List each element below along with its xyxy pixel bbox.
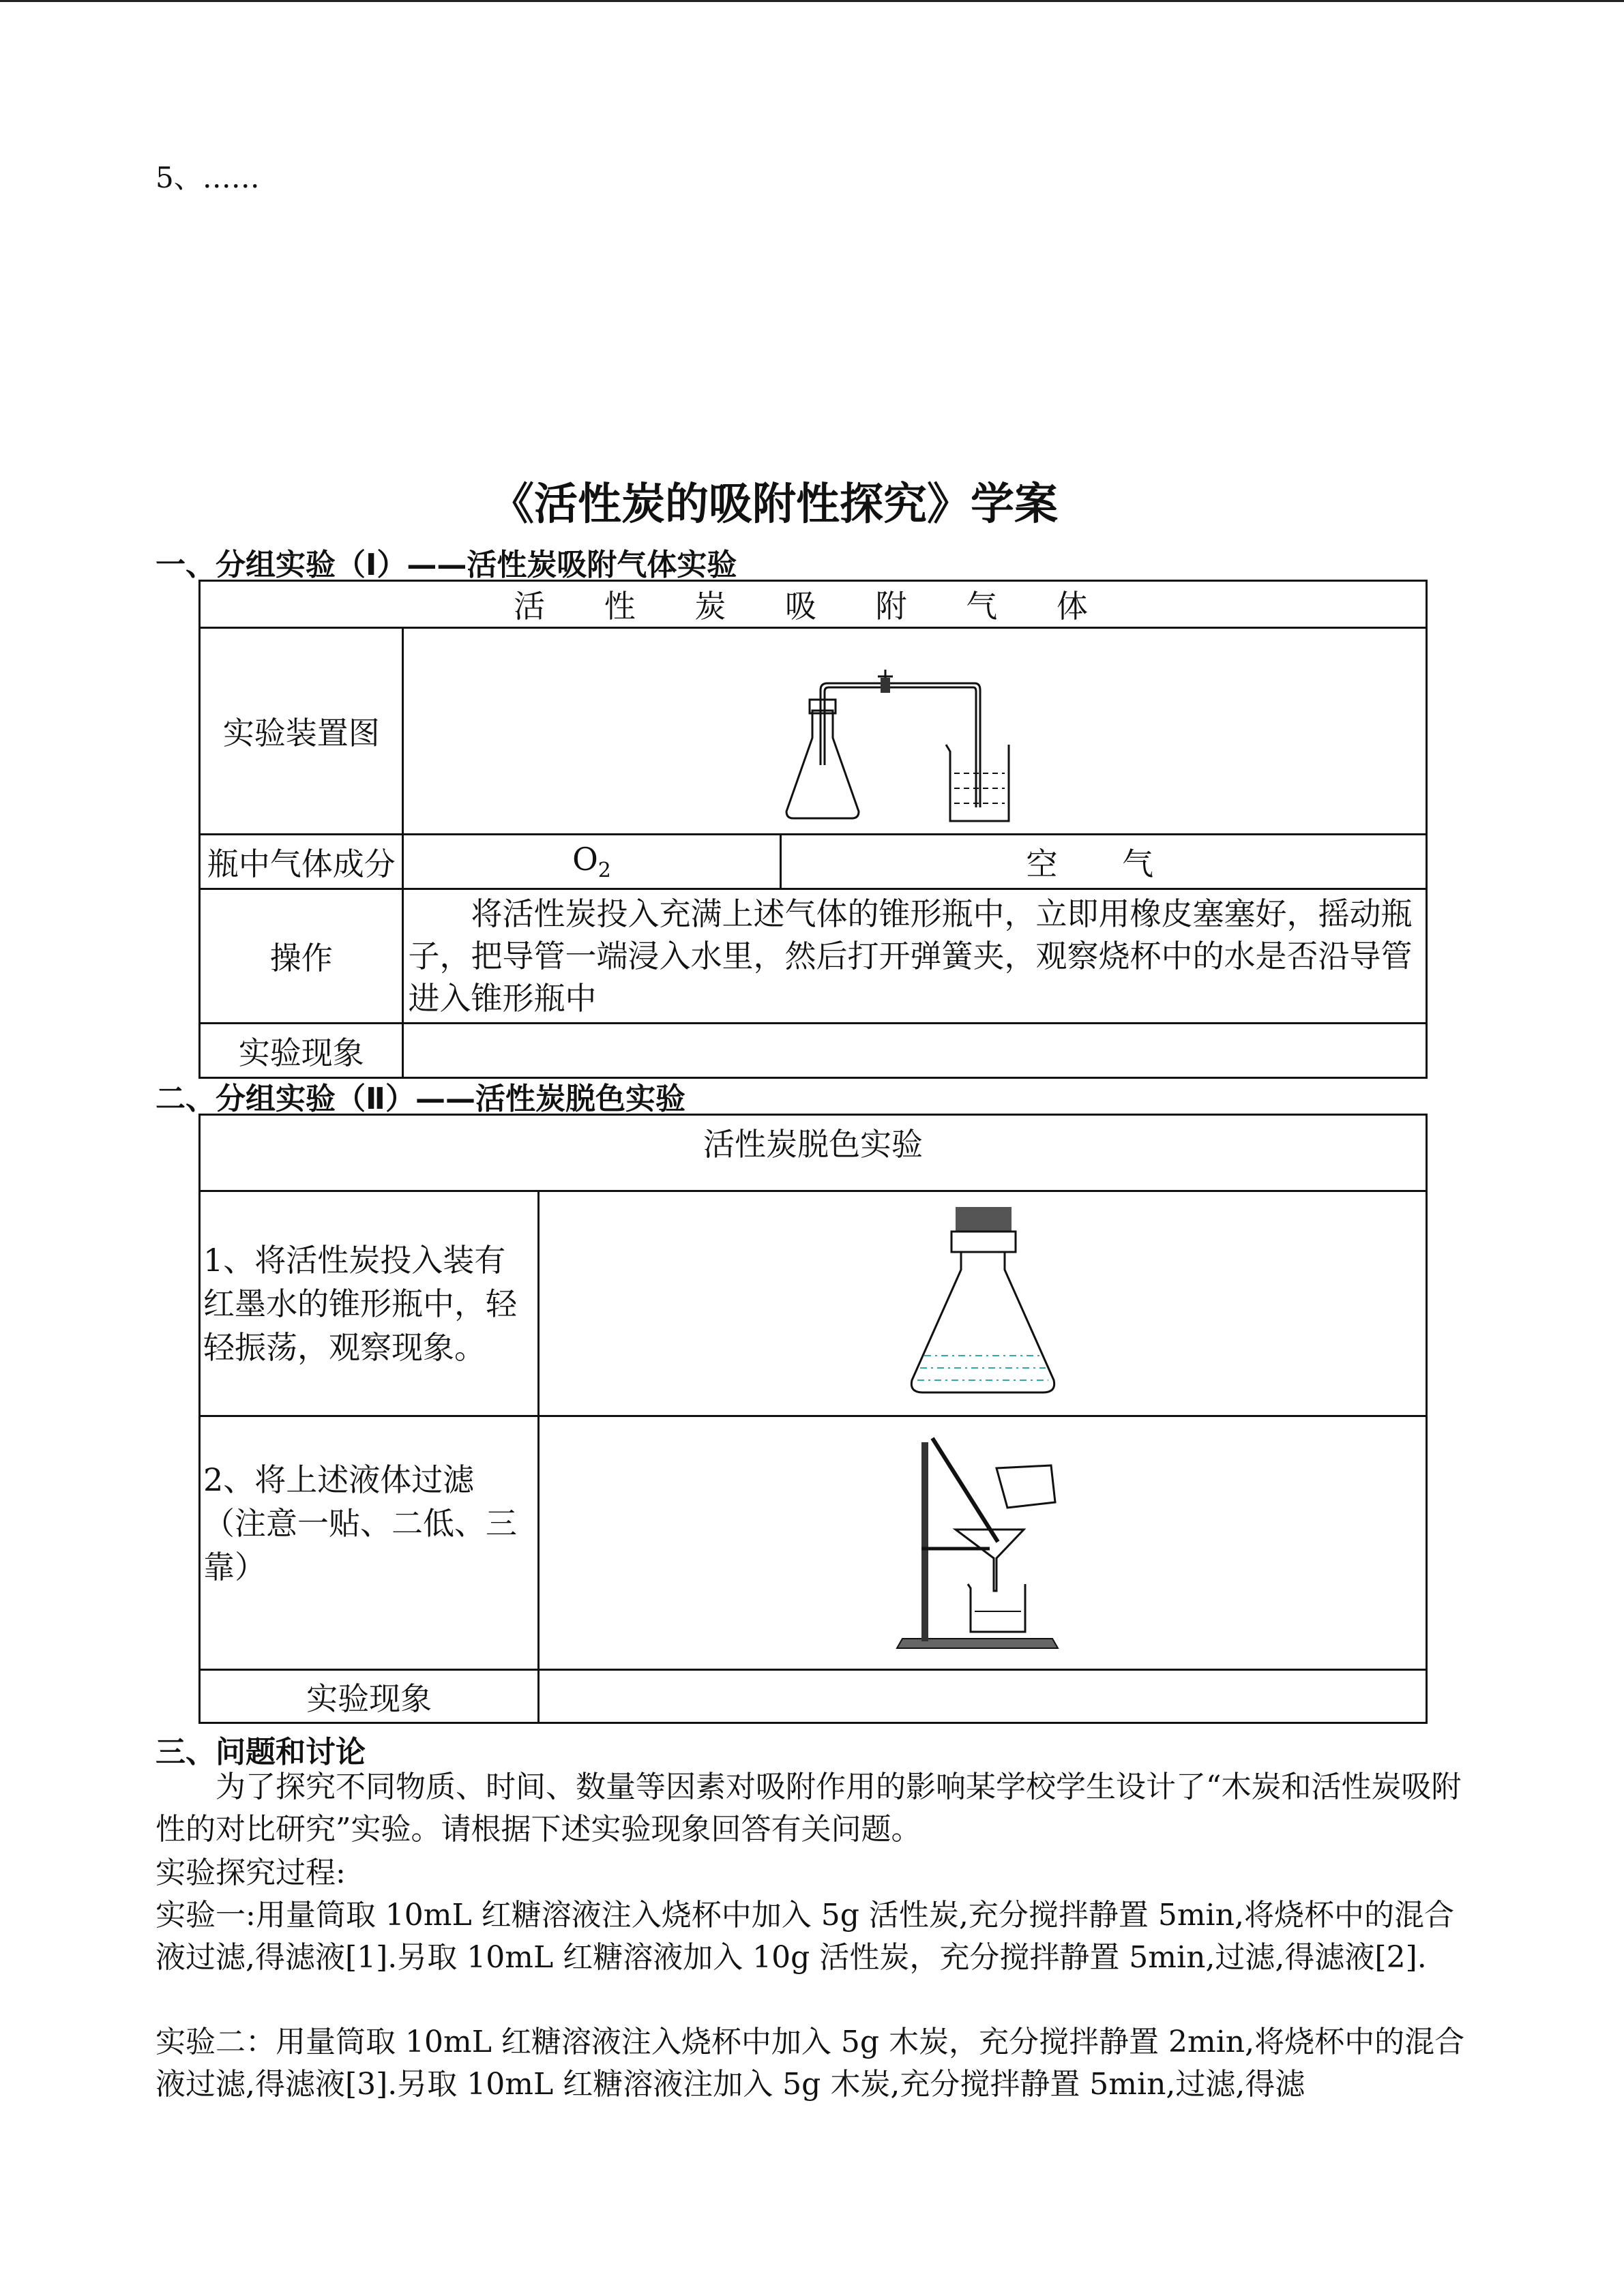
section2-heading: 二、分组实验（Ⅱ）——活性炭脱色实验 [156,1082,685,1116]
phenomenon-label: 实验现象 [200,1024,403,1078]
section1-heading: 一、分组实验（Ⅰ）——活性炭吸附气体实验 [156,548,737,582]
page-top-border [0,0,1624,2]
gas-o2-subscript: 2 [597,859,611,883]
gas-air-cell: 空 气 [780,835,1426,889]
phenomenon2-value [539,1670,1427,1723]
step1-diagram-cell [539,1191,1427,1416]
filtration-apparatus-diagram [894,1427,1072,1659]
step1-text: 1、将活性炭投入装有红墨水的锥形瓶中，轻轻振荡，观察现象。 [200,1191,539,1416]
decolorization-table [198,1114,1428,1724]
operation-text: 将活性炭投入充满上述气体的锥形瓶中，立即用橡皮塞塞好，摇动瓶子，把导管一端浸入水里，然后打开弹簧夹，观察烧杯中的水是否沿导管进入锥形瓶中 [403,889,1427,1024]
gas-adsorption-apparatus-diagram [778,629,1051,833]
phenomenon-value [403,1024,1427,1078]
step2-text: 2、将上述液体过滤（注意一贴、二低、三靠） [200,1416,539,1670]
operation-label: 操作 [200,889,403,1024]
step2-diagram-cell [539,1416,1427,1670]
phenomenon2-label: 实验现象 [200,1670,539,1723]
flask-red-ink-diagram [901,1202,1065,1406]
page-title: 《活性炭的吸附性探究》学案 [490,479,1058,530]
gas-adsorption-table [198,580,1428,1079]
table1-title: 活 性 炭 吸 附 气 体 [200,581,1427,628]
table2-title: 活性炭脱色实验 [200,1115,1427,1191]
section3-heading: 三、问题和讨论 [156,1735,366,1770]
process-label: 实验探究过程: [156,1855,346,1890]
gas-o2-cell [403,835,780,889]
apparatus-diagram-cell [403,628,1427,835]
apparatus-label: 实验装置图 [200,628,403,835]
intro-item: 5、…… [156,161,260,194]
experiment2-text: 实验二：用量筒取 10mL 红糖溶液注入烧杯中加入 5g 木炭，充分搅拌静置 2min,将烧杯中的混合液过滤,得滤液[3].另取 10mL 红糖溶液注加入 5g 木炭,充分搅拌静置 5min,过滤,得滤 [156,2025,1465,2102]
experiment1-text: 实验一:用量筒取 10mL 红糖溶液注入烧杯中加入 5g 活性炭,充分搅拌静置 5min,将烧杯中的混合液过滤,得滤液[1].另取 10mL 红糖溶液加入 10g 活性炭，充分搅拌静置 5min,过滤,得滤液[2]. [156,1898,1454,1975]
section3-intro-paragraph: 为了探究不同物质、时间、数量等因素对吸附作用的影响某学校学生设计了“木炭和活性炭吸附性的对比研究”实验。请根据下述实验现象回答有关问题。 [156,1770,1462,1847]
gas-composition-label: 瓶中气体成分 [200,835,403,889]
gas-o2: O [572,840,598,878]
